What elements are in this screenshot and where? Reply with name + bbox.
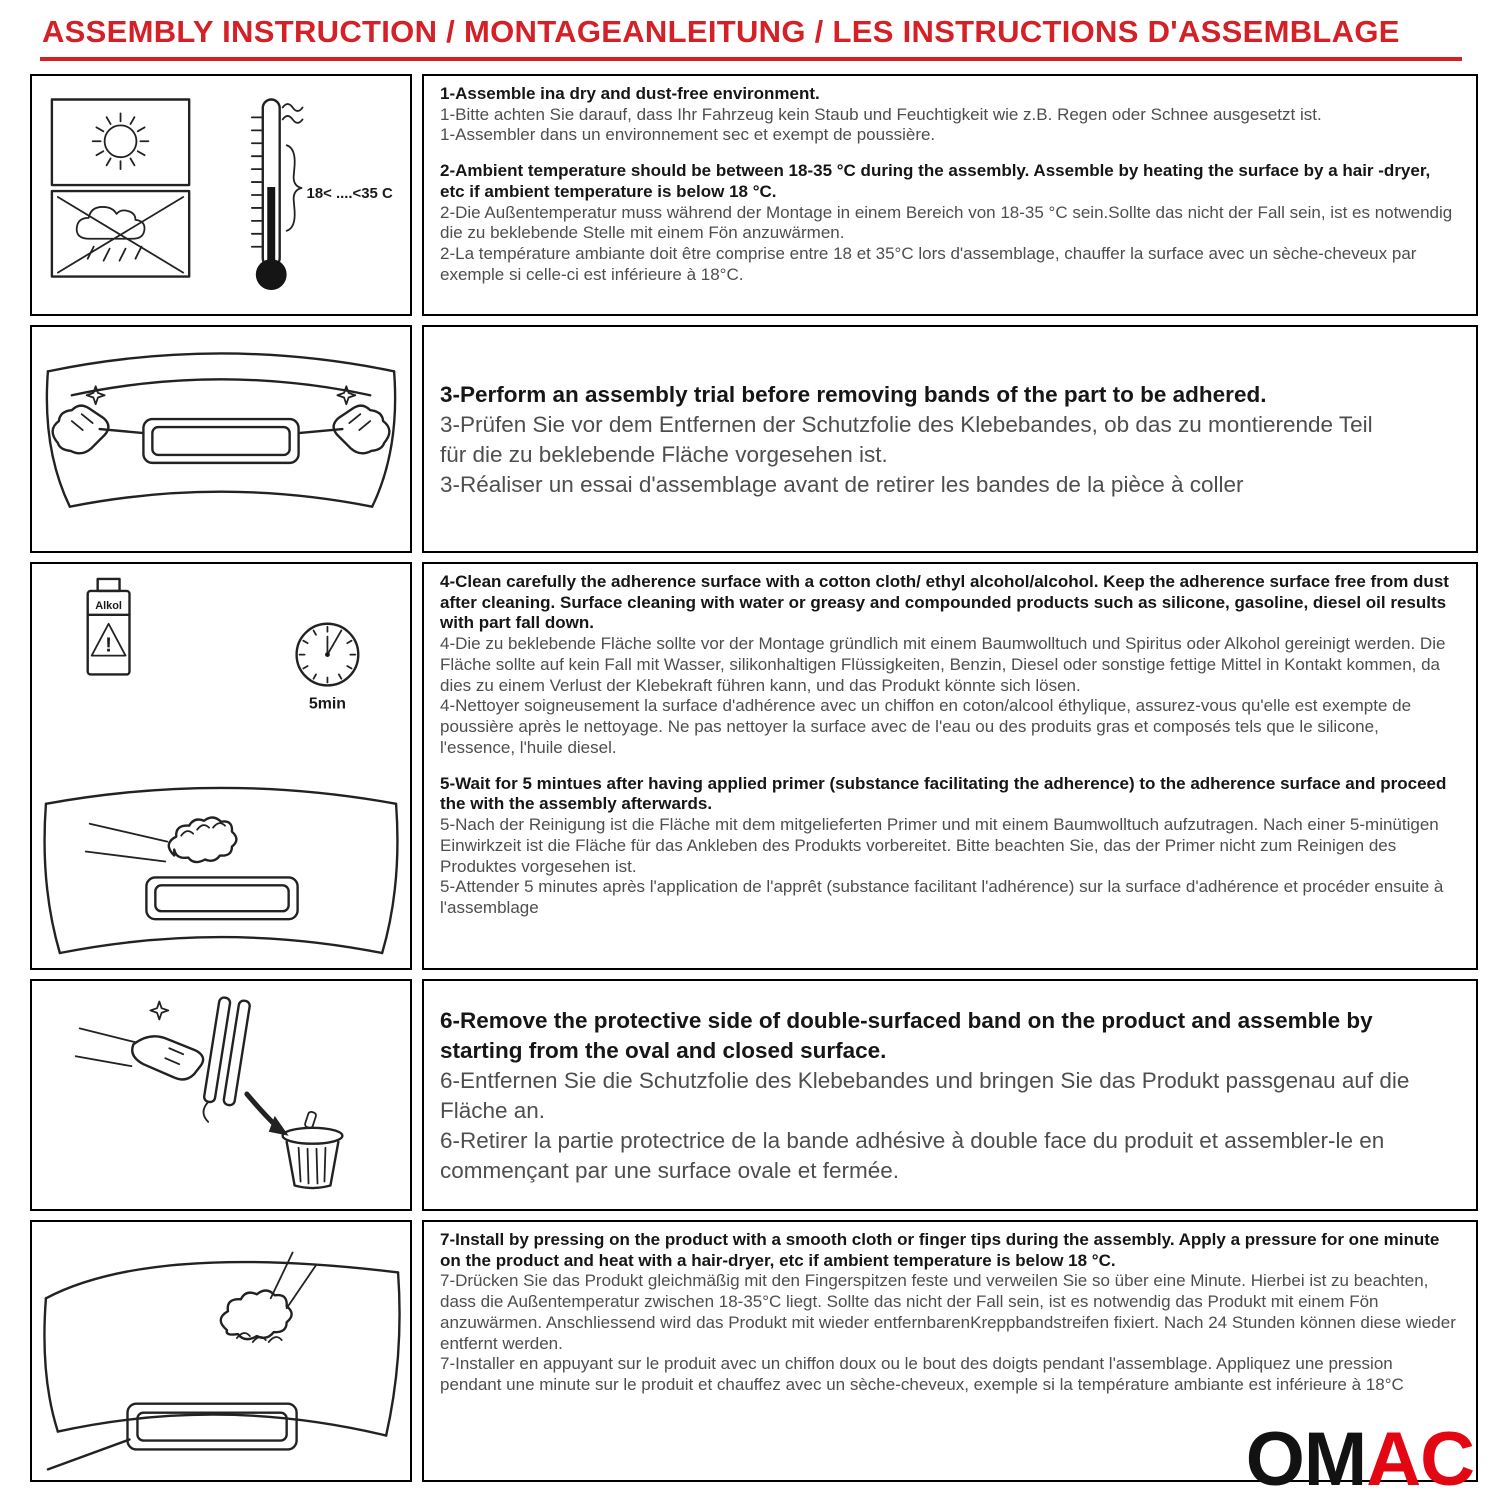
instruction-4-fr: 4-Nettoyer soigneusement la surface d'adhérence avec un chiffon en coton/alcool éthylique, assurez-vous qu'elle est exempte de poussière après le nettoyage. Ne pas nettoyer la surface avec de l'eau ou des produits gras et composés tels que le silicone, l'essence, l'huile diesel. — [440, 696, 1412, 757]
trash-can-icon — [283, 1111, 343, 1188]
paragraph-spacer — [440, 146, 1458, 161]
discarded-film — [304, 1111, 316, 1129]
instruction-text-environment — [422, 74, 1478, 316]
instruction-4-en: 4-Clean carefully the adherence surface with a cotton cloth/ ethyl alcohol/alcohol. Keep the adherence surface free from dust after cleaning. Surface cleaning with water or greasy and compounded products such as silicone, gasoline, diesel oil results with part fall down. — [440, 572, 1449, 633]
section-row-remove-band — [30, 979, 1478, 1211]
surface-panel — [44, 1262, 399, 1469]
sparkle-icon — [150, 1001, 168, 1019]
title-rule — [40, 57, 1462, 61]
section-row-clean — [30, 562, 1478, 970]
pressing-hand-icon — [221, 1253, 317, 1343]
clean-surface-illustration — [32, 566, 410, 966]
instruction-6-en: 6-Remove the protective side of double-surfaced band on the product and assemble by starting from the oval and closed surface. — [440, 1008, 1373, 1064]
press-install-illustration — [32, 1226, 410, 1476]
instruction-text-clean — [422, 562, 1478, 970]
section-row-environment — [30, 74, 1478, 316]
instruction-text-remove-band — [422, 979, 1478, 1211]
instruction-6-fr: 6-Retirer la partie protectrice de la bande adhésive à double face du produit et assembler-le en commençant par une surface ovale et fermée. — [440, 1127, 1385, 1183]
protective-strips-icon — [200, 997, 250, 1126]
section-row-trial — [30, 325, 1478, 553]
brand-logo — [1245, 1417, 1474, 1500]
instruction-3-de: 3-Prüfen Sie vor dem Entfernen der Schutzfolie des Klebebandes, ob das zu montierende Teil für die zu beklebende Fläche vorgesehen ist. — [440, 412, 1373, 467]
paragraph-spacer — [440, 759, 1458, 774]
discard-arrow-icon — [247, 1094, 289, 1136]
sun-icon — [93, 113, 149, 169]
thermometer-icon — [252, 100, 303, 290]
instruction-1-fr: 1-Assembler dans un environnement sec et exempt de poussière. — [440, 125, 936, 145]
trial-fit-illustration — [32, 329, 410, 549]
illustration-box-environment — [30, 74, 412, 316]
warning-icon — [92, 624, 126, 657]
no-rain-icon — [58, 197, 183, 273]
pointer-line — [48, 1440, 130, 1470]
trim-strip-outline — [146, 877, 297, 919]
instruction-6-de: 6-Entfernen Sie die Schutzfolie des Klebebandes und bringen Sie das Produkt passgenau auf die Fläche an. — [440, 1068, 1410, 1123]
illustration-box-clean — [30, 562, 412, 970]
panel-top-edge — [48, 353, 394, 371]
trim-strip-outline — [143, 419, 298, 463]
instruction-2-en: 2-Ambient temperature should be between 18-35 °C during the assembly. Assemble by heating the surface by a hair -dryer, etc if ambient temperature is below 18 °C. — [440, 161, 1431, 201]
illustration-box-trial — [30, 325, 412, 553]
page-title: ASSEMBLY INSTRUCTION / MONTAGEANLEITUNG / LES INSTRUCTIONS D'ASSEMBLAGE — [42, 14, 1400, 49]
peel-band-illustration — [32, 984, 410, 1206]
trim-strip-outline — [127, 1404, 296, 1450]
bottle-label: Alkol — [95, 599, 122, 612]
range-brace — [287, 145, 302, 231]
panel-bottom-edge — [70, 492, 372, 507]
illustration-box-install — [30, 1220, 412, 1482]
clock-icon — [297, 624, 359, 713]
instruction-2-de: 2-Die Außentemperatur muss während der Montage in einem Bereich von 18-35 °C sein.Sollte das nicht der Fall sein, ist es notwendig die zu beklebende Stelle mit einem Fön anzuwärmen. — [440, 202, 1453, 243]
instruction-3-fr: 3-Réaliser un essai d'assemblage avant de retirer les bandes de la pièce à coller — [440, 471, 1244, 497]
wiping-hand-icon — [86, 817, 237, 862]
instruction-5-de: 5-Nach der Reinigung ist die Fläche mit dem mitgelieferten Primer und mit einem Baumwolltuch aufzutragen. Nach einer 5-minütigen Einwirkzeit ist die Fläche für das Ankleben des Produkts vorbereitet. Bitte beachten Sie, das der Primer nicht zum Reinigen des Produktes vorgesehen ist. — [440, 815, 1439, 876]
peeling-hand-icon — [76, 1001, 203, 1079]
environment-illustration — [32, 77, 410, 313]
right-hand-icon — [334, 386, 390, 453]
cloth-icon — [221, 1291, 292, 1340]
sun-frame — [52, 100, 189, 186]
adhesive-band — [100, 429, 343, 433]
surface-panel — [45, 788, 398, 953]
brand-logo-red: AC — [1366, 1417, 1474, 1500]
temperature-range-label: 18< ....<35 C — [306, 184, 393, 202]
instruction-7-en: 7-Install by pressing on the product with a smooth cloth or finger tips during the assembly. Apply a pressure for one minute on the product and heat with a hair-dryer, etc if ambient temperature is below 18 °C. — [440, 1230, 1440, 1270]
brand-logo-black: OM — [1245, 1417, 1367, 1500]
instruction-5-fr: 5-Attender 5 minutes après l'application de l'apprêt (substance facilitant l'adhérence) sur la surface d'adhérence et procéder ensuite à l'assemblage — [440, 877, 1444, 918]
instruction-3-en: 3-Perform an assembly trial before removing bands of the part to be adhered. — [440, 382, 1267, 408]
alcohol-bottle-icon — [88, 579, 130, 674]
instruction-1-en: 1-Assemble ina dry and dust-free environment. — [440, 84, 820, 103]
instruction-4-de: 4-Die zu beklebende Fläche sollte vor der Montage gründlich mit einem Baumwolltuch und Spiritus oder Alkohol gereinigt werden. Die Fläche sollte auf kein Fall mit Wasser, silikonhaltigen Flüssigkeiten, Benzin, Diesel oder sonstige fettige Mittel in Kontakt kommen, da dies zu einem Verlust der Klebekraft führen kann, und das Produkt könnte sich lösen. — [440, 634, 1446, 695]
instruction-2-fr: 2-La température ambiante doit être comprise entre 18 et 35°C lors d'assemblage, chauffer la surface avec un sèche-cheveux par exemple si celle-ci est inférieure à 18°C. — [440, 244, 1417, 284]
instruction-5-en: 5-Wait for 5 mintues after having applied primer (substance facilitating the adherence) to the adherence surface and proceed the with the assembly afterwards. — [440, 773, 1447, 814]
illustration-box-remove-band — [30, 979, 412, 1211]
instruction-text-trial — [422, 325, 1478, 553]
instruction-7-de: 7-Drücken Sie das Produkt gleichmäßig mit den Fingerspitzen feste und verweilen Sie so über eine Minute. Hierbei ist zu beachten, dass die Außentemperatur zwischen 18-35°C liegt. Sollte das nicht der Fall sein, ist es notwendig das Produkt mit einem Fön anzuwärmen. Anschliessend wird das Produkt mit wieder entfernbarenKreppbandstreifen fixiert. Nach 24 Stunden können diese wieder entfernt werden. — [440, 1271, 1456, 1353]
left-hand-icon — [53, 386, 109, 453]
cloth-icon — [169, 817, 237, 862]
clock-duration-label: 5min — [308, 695, 346, 713]
instruction-1-de: 1-Bitte achten Sie darauf, dass Ihr Fahrzeug kein Staub und Feuchtigkeit wie z.B. Regen oder Schnee ausgesetzt ist. — [440, 104, 1322, 124]
instruction-7-fr: 7-Installer en appuyant sur le produit avec un chiffon doux ou le bout des doigts pendant l'assemblage. Appliquez une pression pendant une minute sur le produit et chauffez avec un sèche-cheveux, exemple si la température ambiante est inférieure à 18°C — [440, 1354, 1404, 1395]
svg-text:!: ! — [105, 634, 112, 657]
instruction-rows — [0, 74, 1500, 1482]
